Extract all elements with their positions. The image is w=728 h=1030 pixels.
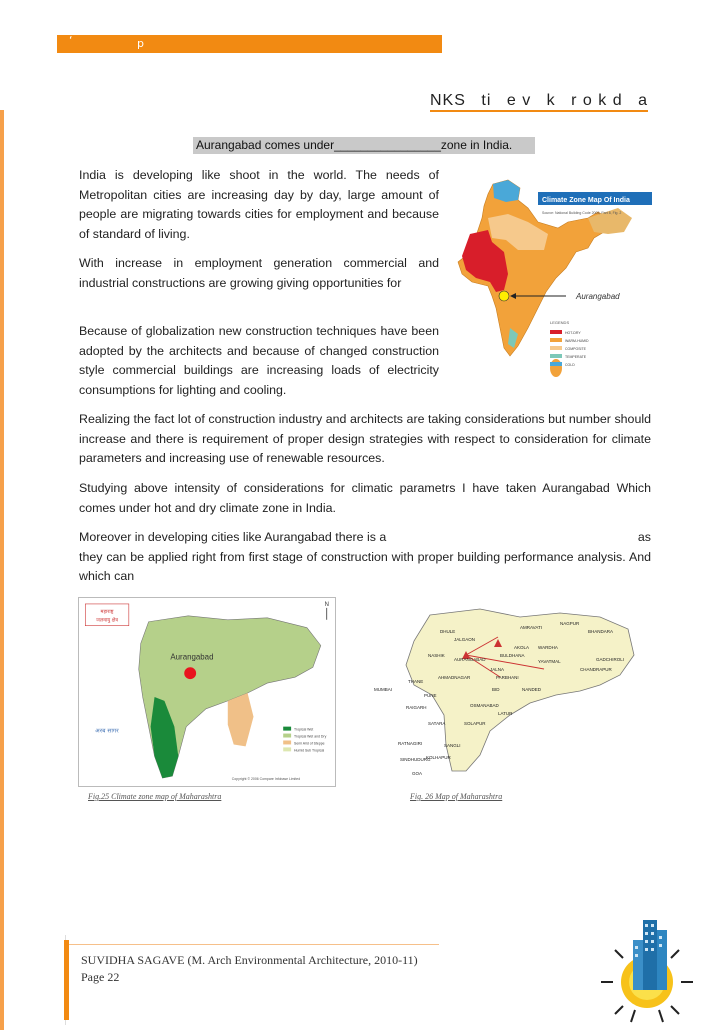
paragraph-1: India is developing like shoot in the world. The needs of Metropolitan cities are increasing day by day, large amount of people are migrating towards cities for employment and because of standard of living. [79,168,439,241]
question-caption: Aurangabad comes under________________zone in India. [193,137,535,154]
legend-swatch [283,747,291,751]
legend-swatch [550,354,562,358]
city-label: RATNAGIRI [398,741,423,746]
city-label: SOLAPUR [464,721,486,726]
paragraph-6: Moreover in developing cities like Aurangabad there is a as they can be applied right from first stage of construction with proper building performance analysis. And which can [79,530,655,583]
city-label: CHANDRAPUR [580,667,612,672]
aurangabad-dot [184,667,196,679]
legend-swatch [550,362,562,366]
paragraph-2: With increase in employment generation commercial and industrial constructions are growing giving opportunities for [79,256,439,290]
sri-lanka [550,359,562,377]
footer [81,952,418,986]
header-word: e v [506,92,532,109]
legend-swatch [550,346,562,350]
city-label: RAIGARH [406,705,427,710]
city-label: LATUR [498,711,513,716]
maharashtra-district-map [360,595,650,785]
city-label: NANDED [522,687,542,692]
city-label: KOLHAPUR [426,755,451,760]
india-climate-map [448,178,654,390]
legend-label: COMPOSITE [565,347,587,351]
header-bar-mark-2: p [137,37,144,50]
map-title: Climate Zone Map Of India [542,197,630,204]
city-label: Aurangabad [170,652,214,662]
left-edge-accent [0,110,4,1030]
city-label: OSMANABAD [470,703,499,708]
city-label: PARBHANI [496,675,519,680]
city-label: SANGLI [444,743,461,748]
city-label: DHULE [440,629,456,634]
copyright: Copyright © 2006 Compare Infobase Limited [231,777,301,782]
city-label: AURANGABAD [454,657,486,662]
city-label: GOA [412,771,423,776]
legend-label: Humid Sub Tropical [294,748,325,753]
footer-rule [69,944,439,945]
legend-list [283,727,326,753]
city-label: WARDHA [538,645,558,650]
city-label: AHMADNAGAR [438,675,471,680]
figure-25-caption: Fig.25 Climate zone map of Maharashtra [88,792,222,801]
header-word: r o k d [571,92,623,109]
city-label: JALGAON [454,637,476,642]
city-label: SATARA [428,721,446,726]
legend-label: TEMPERATE [565,355,587,359]
legend-label: COLD [565,363,575,367]
legend-swatch [550,330,562,334]
header-bar-mark-1: ‘ [69,34,73,47]
paragraph-3: Because of globalization new construction techniques have been adopted by the architects and because of changed construction style commercial buildings are increasing loads of electricity consumptions for lighting and cooling. [79,324,439,397]
legend-swatch [283,727,291,731]
semi-arid-zone [228,693,254,746]
north-arrow: N [324,601,329,608]
city-label: GADCHIROLI [596,657,625,662]
city-label: SINDHUDURG [400,757,431,762]
city-label: NASHIK [428,653,445,658]
header-title [430,92,648,112]
legend-swatch [550,338,562,342]
city-label: THANE [408,679,424,684]
legend-title: LEGENDS [550,320,570,325]
maharashtra-climate-map [78,597,336,787]
header-word: ti [481,92,492,109]
city-label: AMRAVATI [520,625,543,630]
footer-page-number: Page 22 [81,970,120,984]
footer-author: SUVIDHA SAGAVE (M. Arch Environmental Architecture, 2010-11) [81,953,418,967]
legend-swatch [283,734,291,738]
legend-label: HOT-DRY [565,331,581,335]
paragraph-5: Studying above intensity of considerations for climatic parametrs I have taken Aurangabad Which comes under hot and dry climate zone in India. [79,481,651,515]
logo-sun-buildings [585,890,715,1025]
legend-label: WARM-HUMID [565,339,589,343]
header-word: NKS [430,92,466,109]
city-label: BID [492,687,500,692]
city-label: MUMBAI [374,687,392,692]
marker-label: Aurangabad [576,292,620,301]
footer-accent-bar [64,940,69,1020]
city-label: YAVATMAL [538,659,561,664]
map-title-line-2: जलवायु क्षेत्र [96,617,118,624]
aurangabad-marker [499,291,509,301]
map-title-line-1: महाराष्ट्र [100,608,114,615]
sea-label: अरब सागर [95,727,119,735]
buildings-icon [633,920,667,990]
city-label: AKOLA [514,645,530,650]
city-label: BULDHANA [500,653,525,658]
header-bar [57,35,442,53]
city-label: BHANDARA [588,629,614,634]
legend-label: Tropical Wet [294,727,314,732]
header-word: k [546,92,556,109]
map-source: Source: National Building Code 2005, Part 8, Fig. 2 [542,211,622,215]
city-label: PUNE [424,693,437,698]
city-label: JALNA [490,667,505,672]
legend-swatch [283,740,291,744]
city-label: NAGPUR [560,621,580,626]
header-word: a [638,92,648,109]
legend-label: Tropical Wet and Dry [294,734,327,739]
figure-26-caption: Fig. 26 Map of Maharashtra [410,792,503,801]
legend-label: Semi Arid of Steppe [294,741,325,746]
cold-zone [493,180,520,202]
paragraph-4: Realizing the fact lot of construction industry and architects are taking considerations but number should increase and there is requirement of proper design strategies with respect to consideration for climate parameters and increasing use of renewable resources. [79,412,651,465]
